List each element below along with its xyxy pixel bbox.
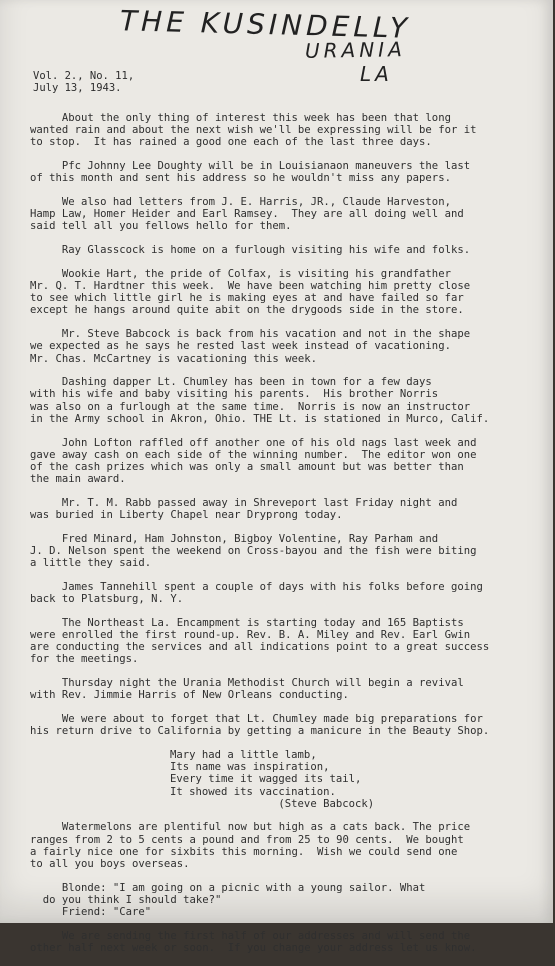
poem: Mary had a little lamb, Its name was inspiration, Every time it wagged its tail, It showed its vaccination. (Steve Babcock) <box>170 748 375 810</box>
paragraph-babcock: Mr. Steve Babcock is back from his vacation and not in the shape we expected as he says he rested last week instead of vacationing. Mr. Chas. McCartney is vacationing this week. <box>30 328 471 365</box>
paragraph-chumley: Dashing dapper Lt. Chumley has been in town for a few days with his wife and baby visiting his parents. His brother Norris was also on a furlough at the same time. Norris is now an instructor in the Army school in Akron, Ohio. THE Lt. is stationed in Murco, Calif. <box>30 376 490 425</box>
paragraph-rain: About the only thing of interest this week has been that long wanted rain and about the next wish we'll be expressing will be for it to stop. It has rained a good one each of the last three days. <box>30 112 477 149</box>
paragraph-rabb: Mr. T. M. Rabb passed away in Shreveport last Friday night and was buried in Liberty Chapel near Dryprong today. <box>30 496 458 522</box>
paragraph-letters: We also had letters from J. E. Harris, JR., Claude Harveston, Hamp Law, Homer Heider and Earl Ramsey. They are all doing well and said tell all you fellows hello for them. <box>30 196 464 233</box>
paragraph-hart: Wookie Hart, the pride of Colfax, is visiting his grandfather Mr. Q. T. Hardtner this week. We have been watching him pretty close to see which little girl he is making eyes at and have failed so far except he hangs around quite abit on the drygoods side in the store. <box>30 267 471 317</box>
paragraph-revival: Thursday night the Urania Methodist Church will begin a revival with Rev. Jimmie Harris of New Orleans conducting. <box>30 677 464 702</box>
paragraph-addresses: We are sending the first half of our addresses and will send the other half next week or soon. If you change your address let us know. <box>30 929 477 955</box>
newsletter-body <box>30 112 525 966</box>
paragraph-tannehill: James Tannehill spent a couple of days with his folks before going back to Platsburg, N. Y. <box>30 580 483 606</box>
handwritten-state: LA <box>360 62 393 86</box>
issue-date: July 13, 1943. <box>33 82 122 94</box>
paragraph-glasscock: Ray Glasscock is home on a furlough visiting his wife and folks. <box>30 244 471 257</box>
paragraph-lofton: John Lofton raffled off another one of his old nags last week and gave away cash on each side of the winning number. The editor won one of the cash prizes which was only a small amount but was better than the main award. <box>30 436 477 486</box>
issue-volume: Vol. 2., No. 11, <box>33 70 135 82</box>
paragraph-watermelons: Watermelons are plentiful now but high as a cats back. The price ranges from 2 to 5 cents a pound and from 25 to 90 cents. We bought a fairly nice one for sixbits this morning. Wish we could send one to all you boys overseas. <box>30 821 471 871</box>
paragraph-manicure: We were about to forget that Lt. Chumley made big preparations for his return drive to California by getting a manicure in the Beauty Shop. <box>30 713 490 738</box>
paragraph-fishing: Fred Minard, Ham Johnston, Bigboy Volentine, Ray Parham and J. D. Nelson spent the weekend on Cross-bayou and the fish were biting a little they said. <box>30 532 477 570</box>
handwritten-title: THE KUSINDELLY <box>119 4 412 45</box>
handwritten-town: URANIA <box>304 37 406 63</box>
paragraph-doughty: Pfc Johnny Lee Doughty will be in Louisianaon maneuvers the last of this month and sent his address so he wouldn't miss any papers. <box>30 160 471 185</box>
paragraph-encampment: The Northeast La. Encampment is starting today and 165 Baptists were enrolled the first round-up. Rev. B. A. Miley and Rev. Earl Gwin are conducting the services and all indications point to a great success for the meetings. <box>30 616 490 666</box>
paragraph-joke: Blonde: "I am going on a picnic with a young sailor. What do you think I should take?" Friend: "Care" <box>42 881 426 919</box>
issue-info <box>33 70 134 94</box>
